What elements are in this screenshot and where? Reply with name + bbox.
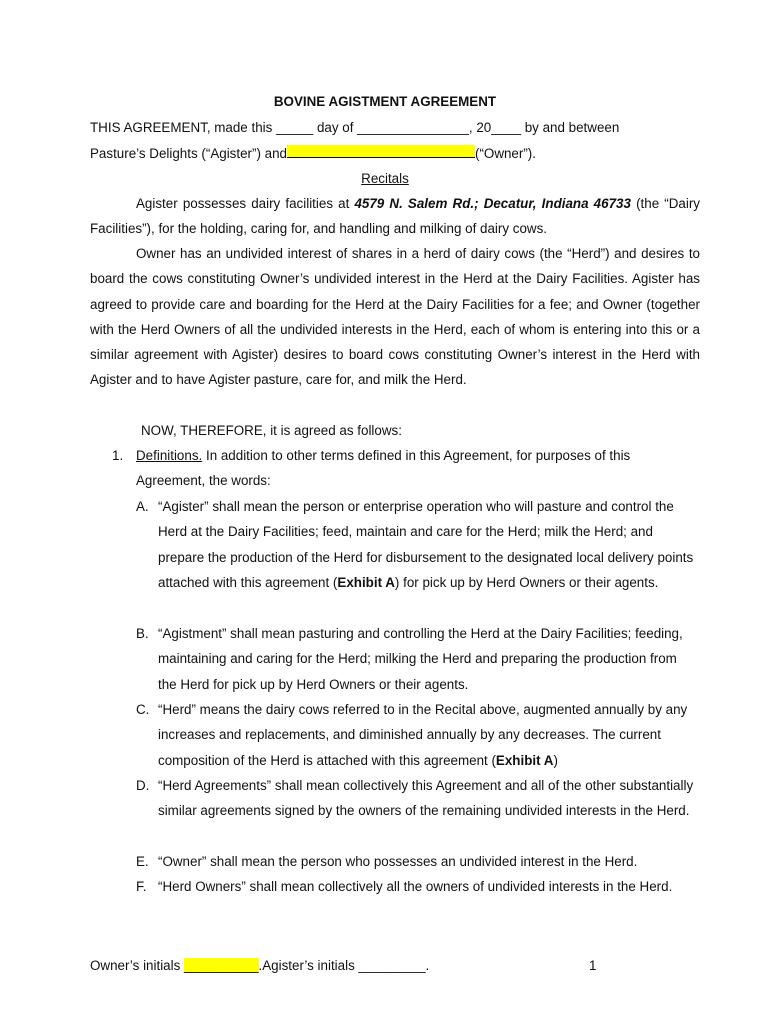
def-letter: E.	[136, 854, 149, 869]
section1-text: In addition to other terms defined in this Agreement, for purposes of this Agreement, the words:	[136, 448, 631, 489]
recitals-heading: Recitals	[361, 171, 409, 186]
recital1-text-a: Agister possesses dairy facilities at	[136, 196, 355, 211]
intro-text-1: THIS AGREEMENT, made this _____ day of _______________, 20____ by and between	[90, 120, 620, 135]
def-text: “Agistment” shall mean pasturing and controlling the Herd at the Dairy Facilities; feeding, maintaining and caring for the Herd; milking the Herd and preparing the production from the Herd for pick up by Herd Owners or their agents.	[158, 626, 683, 692]
exhibit-ref: Exhibit A	[337, 574, 395, 590]
def-text: ) for pick up by Herd Owners or their agents.	[394, 574, 659, 590]
owner-initials-label: Owner’s initials	[90, 958, 185, 973]
def-letter: A.	[136, 499, 149, 514]
def-item-herd	[158, 697, 698, 773]
recital2-text: Owner has an undivided interest of shares in a herd of dairy cows (the “Herd”) and desires to board the cows constituting Owner’s undivided interest in the Herd at the Dairy Facilities. Agister has agreed to provide care and boarding for the Herd at the Dairy Facilities for a fee; and Owner (together with the Herd Owners of all the undivided interests in the Herd, each of whom is entering into this or a similar agreement with Agister) desires to board cows constituting Owner’s interest in the Herd with Agister and to have Agister pasture, care for, and milk the Herd.	[90, 246, 700, 388]
def-item-herd-owners	[158, 874, 698, 899]
intro-owner-label: (“Owner”).	[474, 146, 536, 161]
def-text: “Herd Owners” shall mean collectively all the owners of undivided interests in the Herd.	[158, 879, 673, 894]
intro-text-2: Pasture’s Delights (“Agister”) and	[90, 146, 287, 161]
def-item-herd-agreements	[158, 773, 698, 824]
page-number: 1	[589, 958, 597, 973]
intro-line-2	[90, 145, 536, 162]
owner-initials-blank[interactable]: __________	[184, 958, 259, 973]
page-footer	[90, 958, 429, 973]
def-letter: F.	[136, 879, 147, 894]
def-text: “Owner” shall mean the person who possesses an undivided interest in the Herd.	[158, 854, 638, 869]
agister-initials-label: .Agister’s initials _________.	[258, 958, 430, 973]
def-text: “Agister” shall mean the person or enterprise operation who will pasture and control the Herd at the Dairy Facilities; feed, maintain and care for the Herd; milk the Herd; and prepare the production of the Herd for disbursement to the designated local delivery points attached with this agreement (	[158, 499, 694, 590]
section1-heading: Definitions.	[136, 448, 203, 463]
recital-paragraph-2	[90, 241, 700, 393]
def-item-agister	[158, 494, 698, 595]
intro-line-1	[90, 120, 619, 136]
def-letter: D.	[136, 778, 150, 793]
owner-name-blank[interactable]	[287, 145, 475, 158]
def-item-agistment	[158, 621, 698, 697]
def-letter: B.	[136, 626, 149, 641]
section1-number: 1.	[112, 448, 124, 463]
def-text: “Herd” means the dairy cows referred to in the Recital above, augmented annually by any increases and replacements, and diminished annually by any decreases. The current composition of the Herd is attached with this agreement (	[158, 702, 688, 768]
section1-definitions	[136, 443, 696, 494]
def-text: )	[553, 752, 558, 768]
def-text: “Herd Agreements” shall mean collectively this Agreement and all of the other substantially similar agreements signed by the owners of the remaining undivided interests in the Herd.	[158, 778, 694, 819]
document-title: BOVINE AGISTMENT AGREEMENT	[273, 94, 497, 109]
dairy-address: 4579 N. Salem Rd.; Decatur, Indiana 46733	[354, 196, 631, 211]
exhibit-ref: Exhibit A	[495, 752, 554, 768]
def-item-owner	[158, 849, 698, 874]
recital-paragraph-1	[90, 191, 700, 242]
now-therefore: NOW, THEREFORE, it is agreed as follows:	[141, 423, 402, 438]
recital1-text-b: (the “Dairy Facilities”), for the holding, caring for, and handling and milking of dairy cows.	[90, 196, 700, 237]
def-letter: C.	[136, 702, 150, 717]
